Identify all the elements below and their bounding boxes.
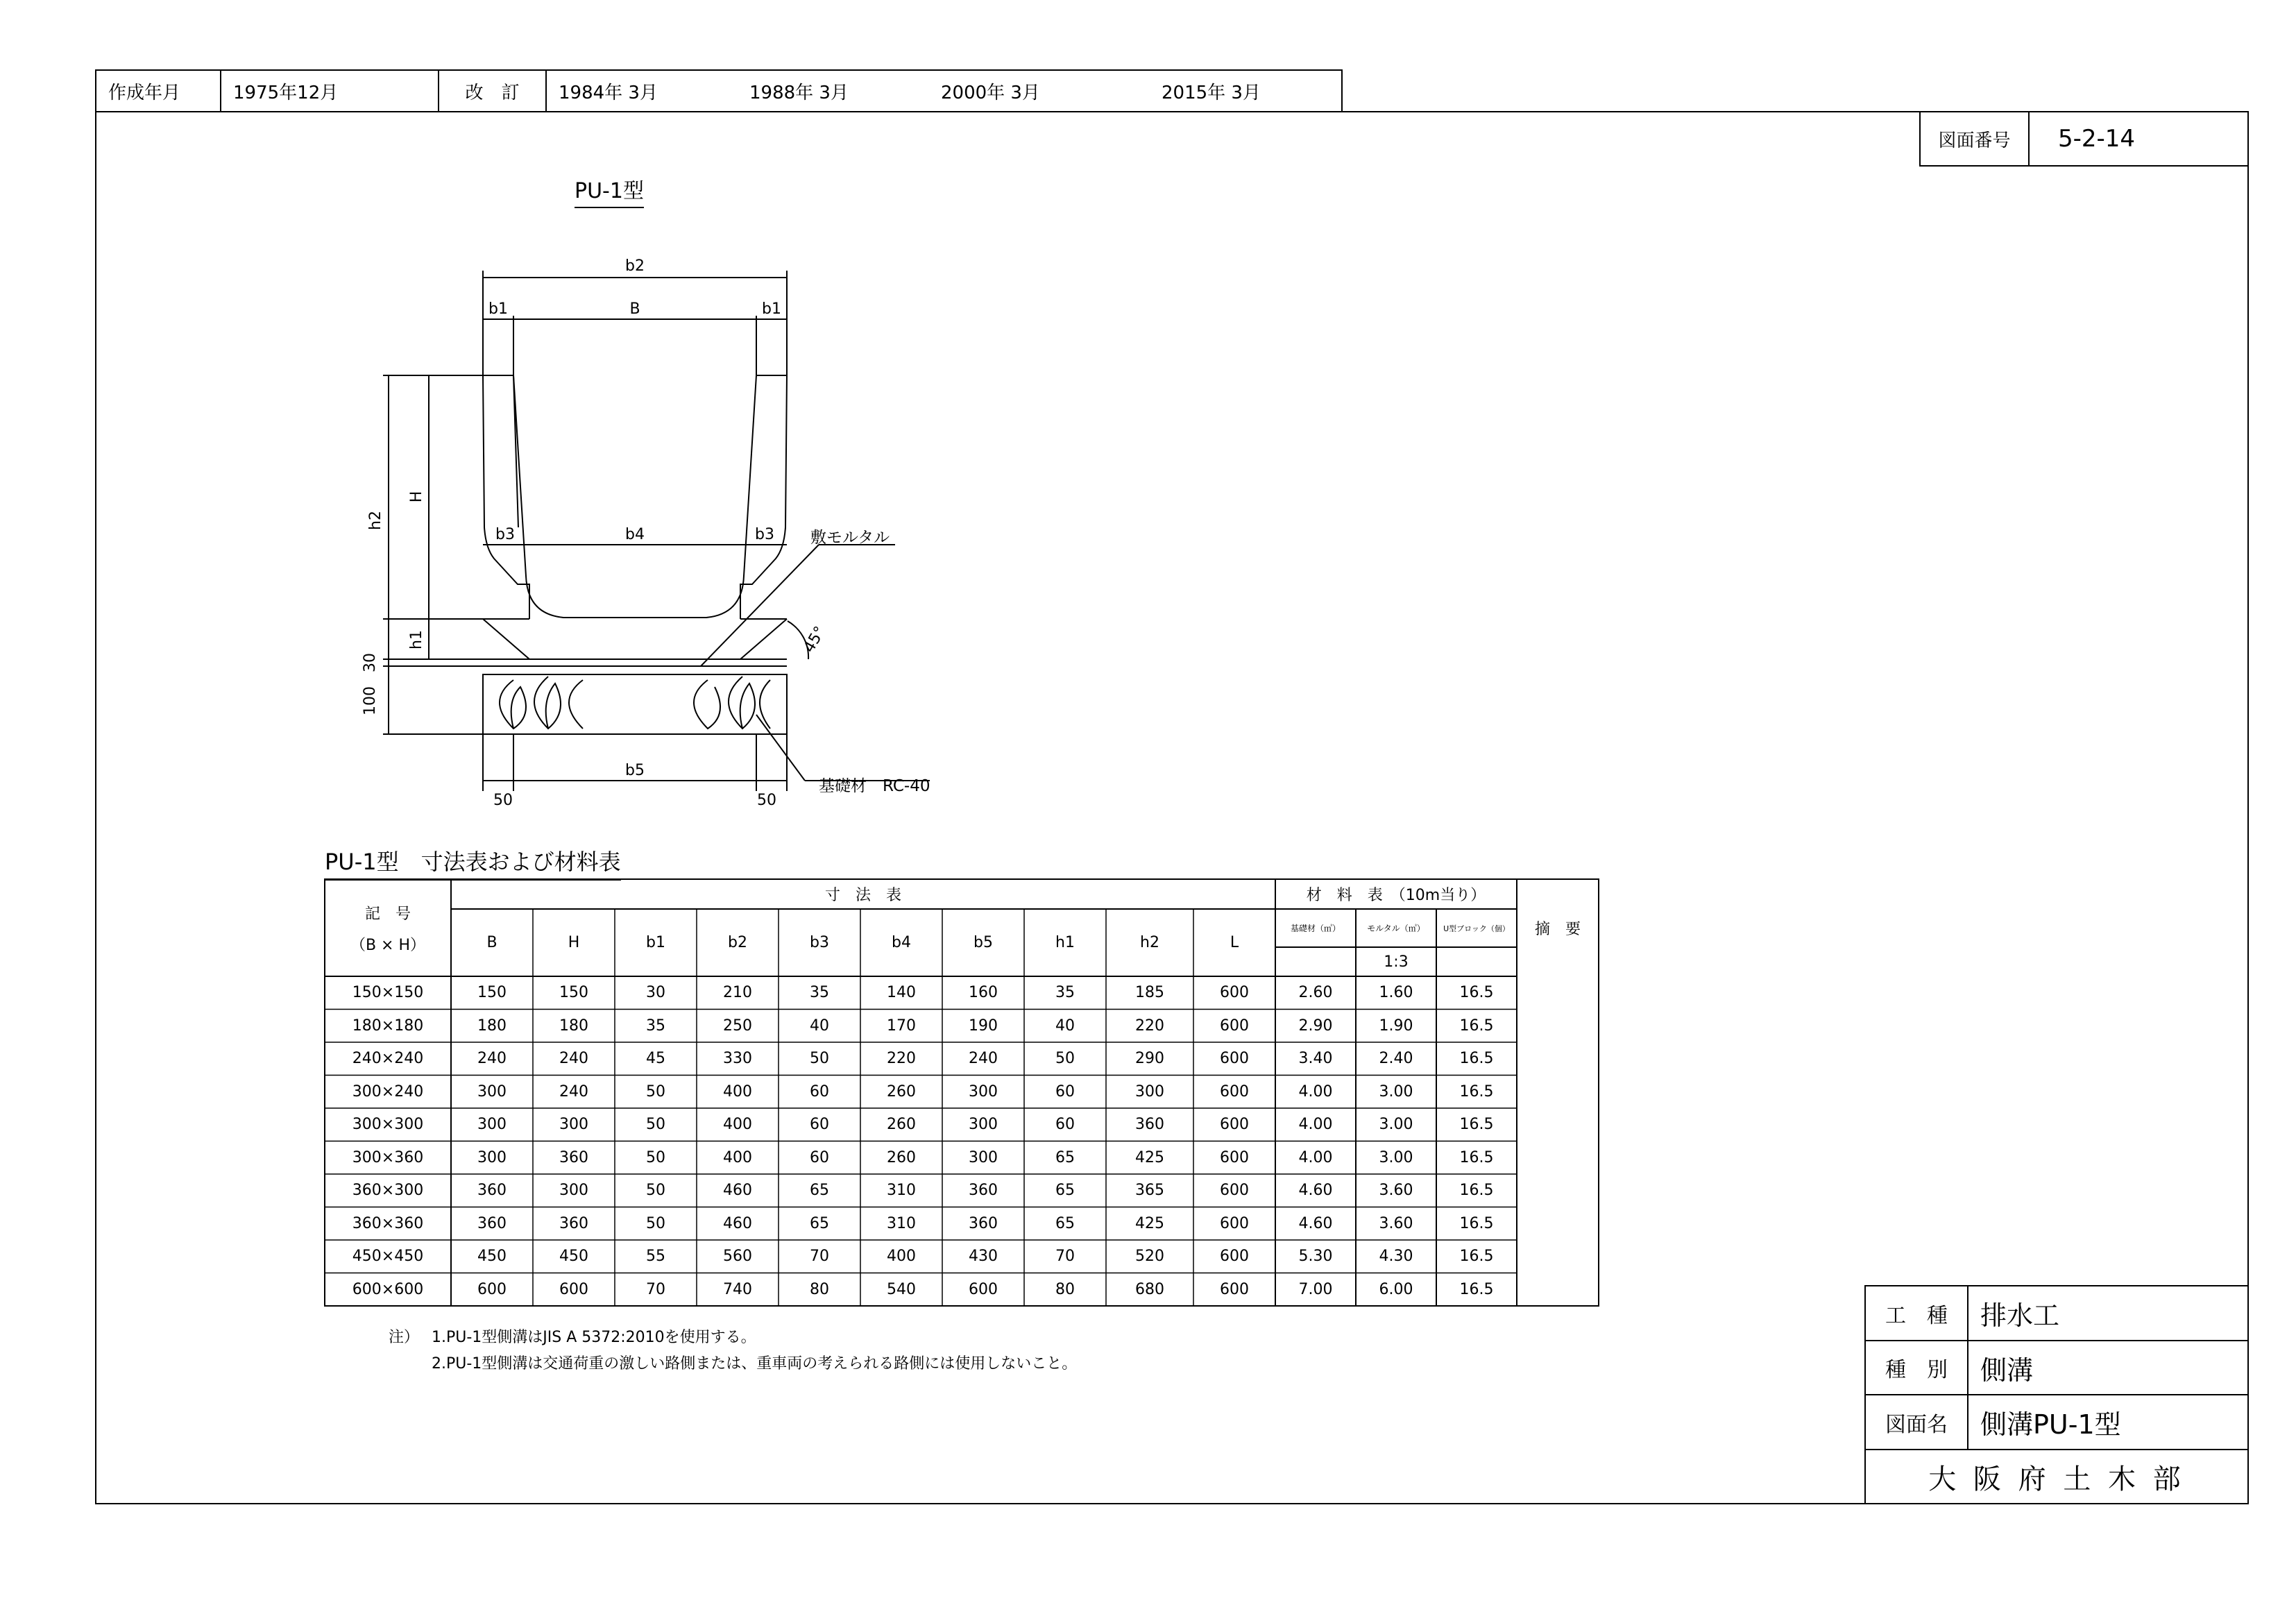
title-value-work: 排水工: [1980, 1300, 2060, 1331]
base-label: 基礎材 RC-40: [819, 777, 930, 795]
dim-col-header-h1: h1: [1055, 934, 1075, 951]
table-cell: 50: [646, 1116, 665, 1134]
table-cell: 16.5: [1459, 1280, 1494, 1298]
organization-name: 大 阪 府 土 木 部: [1928, 1463, 2185, 1495]
table-cell: 4.30: [1379, 1248, 1413, 1266]
table-cell: 4.60: [1298, 1182, 1333, 1200]
table-cell: 600: [1220, 1116, 1249, 1134]
table-cell: 4.00: [1298, 1082, 1333, 1101]
table-cell: 50: [810, 1050, 829, 1068]
table-cell: 2.40: [1379, 1050, 1413, 1068]
table-cell: 16.5: [1459, 1017, 1494, 1035]
table-cell: 600: [1220, 984, 1249, 1002]
table-cell: 60: [1055, 1116, 1075, 1134]
table-cell: 150: [477, 984, 507, 1002]
table-cell: 600: [969, 1280, 998, 1298]
dim-50-right: 50: [757, 792, 776, 809]
table-cell: 600: [1220, 1182, 1249, 1200]
table-cell: 80: [810, 1280, 829, 1298]
table-cell: 740: [723, 1280, 752, 1298]
table-cell: 16.5: [1459, 1182, 1494, 1200]
dim-col-header-b: B: [486, 934, 498, 951]
table-cell: 65: [810, 1214, 829, 1232]
title-label-type: 種 別: [1885, 1358, 1948, 1382]
revision-2: 1988年 3月: [749, 82, 849, 103]
dim-col-header-l: L: [1230, 934, 1239, 951]
dim-col-header-b3: b3: [810, 934, 829, 951]
table-cell: 70: [1055, 1248, 1075, 1266]
table-cell: 300: [477, 1082, 507, 1101]
table-cell: 600: [559, 1280, 588, 1298]
row-symbol: 300×240: [352, 1082, 424, 1101]
table-cell: 600: [1220, 1248, 1249, 1266]
table-cell: 40: [810, 1017, 829, 1035]
table-cell: 60: [810, 1148, 829, 1166]
table-cell: 360: [969, 1182, 998, 1200]
dim-col-header-b5: b5: [973, 934, 993, 951]
table-cell: 460: [723, 1214, 752, 1232]
table-cell: 300: [969, 1148, 998, 1166]
table-cell: 3.00: [1379, 1148, 1413, 1166]
dim-col-header-h: H: [568, 934, 580, 951]
table-cell: 2.90: [1298, 1017, 1333, 1035]
table-cell: 240: [477, 1050, 507, 1068]
created-label: 作成年月: [108, 82, 181, 103]
table-cell: 360: [969, 1214, 998, 1232]
symbol-header: 記 号: [364, 905, 411, 923]
revision-3: 2000年 3月: [941, 82, 1040, 103]
dim-b1-left: b1: [488, 300, 508, 318]
table-cell: 1.90: [1379, 1017, 1413, 1035]
table-cell: 220: [1135, 1017, 1164, 1035]
table-cell: 360: [559, 1214, 588, 1232]
table-cell: 16.5: [1459, 1116, 1494, 1134]
dim-b3-left: b3: [495, 526, 515, 543]
table-cell: 600: [1220, 1148, 1249, 1166]
table-cell: 300: [559, 1116, 588, 1134]
table-cell: 680: [1135, 1280, 1164, 1298]
table-cell: 170: [887, 1017, 916, 1035]
title-label-name: 図面名: [1885, 1412, 1948, 1437]
table-cell: 290: [1135, 1050, 1164, 1068]
table-cell: 310: [887, 1214, 916, 1232]
table-cell: 3.60: [1379, 1182, 1413, 1200]
material-col-mortar: モルタル（㎥）: [1367, 924, 1425, 933]
table-cell: 50: [646, 1182, 665, 1200]
dim-h1: h1: [408, 630, 425, 649]
table-cell: 560: [723, 1248, 752, 1266]
table-cell: 360: [559, 1148, 588, 1166]
table-cell: 70: [810, 1248, 829, 1266]
table-cell: 425: [1135, 1148, 1164, 1166]
table-cell: 190: [969, 1017, 998, 1035]
table-cell: 260: [887, 1148, 916, 1166]
table-cell: 330: [723, 1050, 752, 1068]
table-cell: 360: [1135, 1116, 1164, 1134]
table-cell: 180: [477, 1017, 507, 1035]
table-cell: 16.5: [1459, 1050, 1494, 1068]
row-symbol: 450×450: [352, 1248, 424, 1266]
table-title: PU-1型 寸法表および材料表: [325, 844, 621, 881]
table-cell: 540: [887, 1280, 916, 1298]
dim-b3-right: b3: [755, 526, 774, 543]
table-cell: 220: [887, 1050, 916, 1068]
dim-30: 30: [362, 653, 379, 672]
table-cell: 3.00: [1379, 1082, 1413, 1101]
remarks-header: 摘 要: [1534, 920, 1581, 938]
dim-col-header-b2: b2: [728, 934, 747, 951]
table-cell: 5.30: [1298, 1248, 1333, 1266]
row-symbol: 360×300: [352, 1182, 424, 1200]
table-cell: 240: [559, 1082, 588, 1101]
table-cell: 600: [1220, 1050, 1249, 1068]
row-symbol: 180×180: [352, 1017, 424, 1035]
dim-b5: b5: [625, 762, 645, 779]
title-value-type: 側溝: [1980, 1354, 2034, 1386]
material-header: 材 料 表 （10m当り）: [1306, 887, 1486, 904]
material-col-ublock: U型ブロック（個）: [1443, 924, 1510, 933]
table-cell: 65: [810, 1182, 829, 1200]
table-cell: 50: [646, 1082, 665, 1101]
table-cell: 260: [887, 1116, 916, 1134]
table-cell: 50: [646, 1148, 665, 1166]
table-cell: 35: [810, 984, 829, 1002]
table-cell: 4.60: [1298, 1214, 1333, 1232]
dim-50-left: 50: [493, 792, 513, 809]
dim-B: B: [629, 300, 640, 318]
table-cell: 300: [969, 1082, 998, 1101]
dim-col-header-b4: b4: [892, 934, 911, 951]
table-cell: 16.5: [1459, 1082, 1494, 1101]
dim-b2: b2: [625, 257, 645, 275]
table-cell: 65: [1055, 1148, 1075, 1166]
table-cell: 360: [477, 1182, 507, 1200]
table-cell: 16.5: [1459, 1248, 1494, 1266]
table-cell: 65: [1055, 1182, 1075, 1200]
table-cell: 3.40: [1298, 1050, 1333, 1068]
table-cell: 600: [1220, 1082, 1249, 1101]
title-label-work: 工 種: [1885, 1303, 1948, 1328]
table-cell: 300: [477, 1116, 507, 1134]
table-cell: 55: [646, 1248, 665, 1266]
table-cell: 450: [477, 1248, 507, 1266]
table-cell: 260: [887, 1082, 916, 1101]
table-cell: 460: [723, 1182, 752, 1200]
table-cell: 600: [1220, 1280, 1249, 1298]
table-cell: 16.5: [1459, 1148, 1494, 1166]
dim-col-header-h2: h2: [1140, 934, 1159, 951]
revised-label: 改 訂: [465, 82, 520, 103]
dim-h2: h2: [367, 511, 384, 530]
table-cell: 300: [1135, 1082, 1164, 1101]
table-cell: 600: [1220, 1214, 1249, 1232]
figure-title: PU-1型: [575, 173, 644, 208]
table-cell: 4.00: [1298, 1116, 1333, 1134]
drawing-number-value: 5-2-14: [2058, 125, 2136, 153]
table-cell: 300: [559, 1182, 588, 1200]
table-cell: 60: [810, 1082, 829, 1101]
table-cell: 3.60: [1379, 1214, 1413, 1232]
table-cell: 400: [723, 1082, 752, 1101]
table-cell: 40: [1055, 1017, 1075, 1035]
row-symbol: 150×150: [352, 984, 424, 1002]
table-cell: 35: [646, 1017, 665, 1035]
table-cell: 2.60: [1298, 984, 1333, 1002]
table-cell: 50: [1055, 1050, 1075, 1068]
table-cell: 300: [969, 1116, 998, 1134]
table-cell: 450: [559, 1248, 588, 1266]
table-cell: 30: [646, 984, 665, 1002]
table-cell: 6.00: [1379, 1280, 1413, 1298]
dim-H: H: [408, 491, 425, 503]
dim-col-header-b1: b1: [646, 934, 665, 951]
row-symbol: 360×360: [352, 1214, 424, 1232]
table-cell: 185: [1135, 984, 1164, 1002]
table-cell: 430: [969, 1248, 998, 1266]
mortar-ratio: 1:3: [1384, 953, 1409, 971]
table-cell: 400: [723, 1148, 752, 1166]
table-cell: 35: [1055, 984, 1075, 1002]
table-cell: 365: [1135, 1182, 1164, 1200]
table-cell: 80: [1055, 1280, 1075, 1298]
table-cell: 16.5: [1459, 984, 1494, 1002]
table-cell: 45: [646, 1050, 665, 1068]
table-cell: 7.00: [1298, 1280, 1333, 1298]
revision-4: 2015年 3月: [1162, 82, 1261, 103]
table-cell: 520: [1135, 1248, 1164, 1266]
table-cell: 60: [810, 1116, 829, 1134]
material-col-base: 基礎材（㎥）: [1290, 924, 1341, 933]
dim-100: 100: [362, 686, 379, 715]
table-cell: 240: [559, 1050, 588, 1068]
table-cell: 180: [559, 1017, 588, 1035]
notes-label: 注）: [389, 1329, 420, 1346]
title-value-name: 側溝PU-1型: [1980, 1409, 2121, 1440]
mortar-label: 敷モルタル: [810, 529, 890, 547]
table-cell: 400: [723, 1116, 752, 1134]
note-2: 2.PU-1型側溝は交通荷重の激しい路側または、重車両の考えられる路側には使用しないこと。: [432, 1355, 1078, 1373]
table-cell: 425: [1135, 1214, 1164, 1232]
dims-header: 寸 法 表: [824, 887, 901, 904]
table-cell: 310: [887, 1182, 916, 1200]
row-symbol: 600×600: [352, 1280, 424, 1298]
table-cell: 50: [646, 1214, 665, 1232]
revision-1: 1984年 3月: [559, 82, 658, 103]
row-symbol: 240×240: [352, 1050, 424, 1068]
table-cell: 210: [723, 984, 752, 1002]
dim-b1-right: b1: [762, 300, 781, 318]
table-cell: 140: [887, 984, 916, 1002]
table-cell: 65: [1055, 1214, 1075, 1232]
table-cell: 250: [723, 1017, 752, 1035]
table-cell: 16.5: [1459, 1214, 1494, 1232]
table-cell: 1.60: [1379, 984, 1413, 1002]
angle-45: 45°: [800, 623, 829, 656]
table-cell: 4.00: [1298, 1148, 1333, 1166]
row-symbol: 300×300: [352, 1116, 424, 1134]
note-1: 1.PU-1型側溝はJIS A 5372:2010を使用する。: [432, 1329, 756, 1346]
symbol-subheader: （B × H）: [350, 936, 426, 954]
table-cell: 160: [969, 984, 998, 1002]
table-cell: 400: [887, 1248, 916, 1266]
table-cell: 150: [559, 984, 588, 1002]
table-cell: 360: [477, 1214, 507, 1232]
created-value: 1975年12月: [233, 82, 339, 103]
row-symbol: 300×360: [352, 1148, 424, 1166]
table-cell: 240: [969, 1050, 998, 1068]
table-cell: 70: [646, 1280, 665, 1298]
table-cell: 300: [477, 1148, 507, 1166]
table-cell: 600: [1220, 1017, 1249, 1035]
drawing-number-label: 図面番号: [1938, 130, 2011, 151]
table-cell: 60: [1055, 1082, 1075, 1101]
table-cell: 600: [477, 1280, 507, 1298]
table-cell: 3.00: [1379, 1116, 1413, 1134]
dim-b4: b4: [625, 526, 645, 543]
